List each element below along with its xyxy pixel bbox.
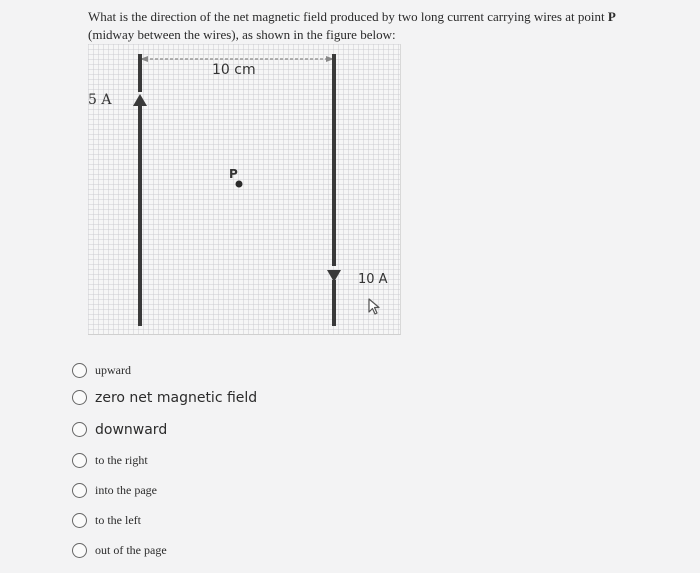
distance-label: 10 cm (212, 62, 256, 78)
radio-out-of-the-page[interactable] (72, 543, 87, 558)
option-to-the-left[interactable] (72, 505, 472, 535)
question-stem-end: (midway between the wires), as shown in the figure below: (88, 27, 396, 42)
point-p-dot (236, 181, 243, 188)
radio-into-the-page[interactable] (72, 483, 87, 498)
option-label: to the left (95, 512, 141, 527)
mouse-cursor-icon (368, 298, 382, 316)
option-label: downward (95, 421, 168, 438)
right-current-label: 10 A (358, 272, 388, 287)
option-out-of-the-page[interactable] (72, 535, 472, 565)
left-current-label: 5 A (88, 92, 112, 108)
radio-downward[interactable] (72, 422, 87, 437)
answer-options (72, 359, 472, 565)
radio-upward[interactable] (72, 363, 87, 378)
question-stem: What is the direction of the net magnetic field produced by two long current carrying wires at point (88, 9, 608, 24)
question-text (88, 8, 648, 44)
option-upward[interactable] (72, 359, 472, 381)
right-current-arrow (327, 270, 341, 282)
point-p-label: P (229, 167, 238, 181)
left-current-arrow (133, 94, 147, 106)
radio-to-the-right[interactable] (72, 453, 87, 468)
option-label: into the page (95, 482, 157, 497)
option-downward[interactable] (72, 414, 472, 445)
option-label: out of the page (95, 542, 167, 557)
option-label: upward (95, 362, 131, 377)
option-to-the-right[interactable] (72, 445, 472, 475)
radio-to-the-left[interactable] (72, 513, 87, 528)
option-zero-net-field[interactable] (72, 381, 472, 414)
radio-zero-net-field[interactable] (72, 390, 87, 405)
option-label: to the right (95, 452, 148, 467)
wires-diagram (88, 44, 400, 334)
wires-figure (88, 44, 401, 335)
question-point: P (607, 9, 616, 24)
option-into-the-page[interactable] (72, 475, 472, 505)
option-label: zero net magnetic field (95, 389, 258, 406)
